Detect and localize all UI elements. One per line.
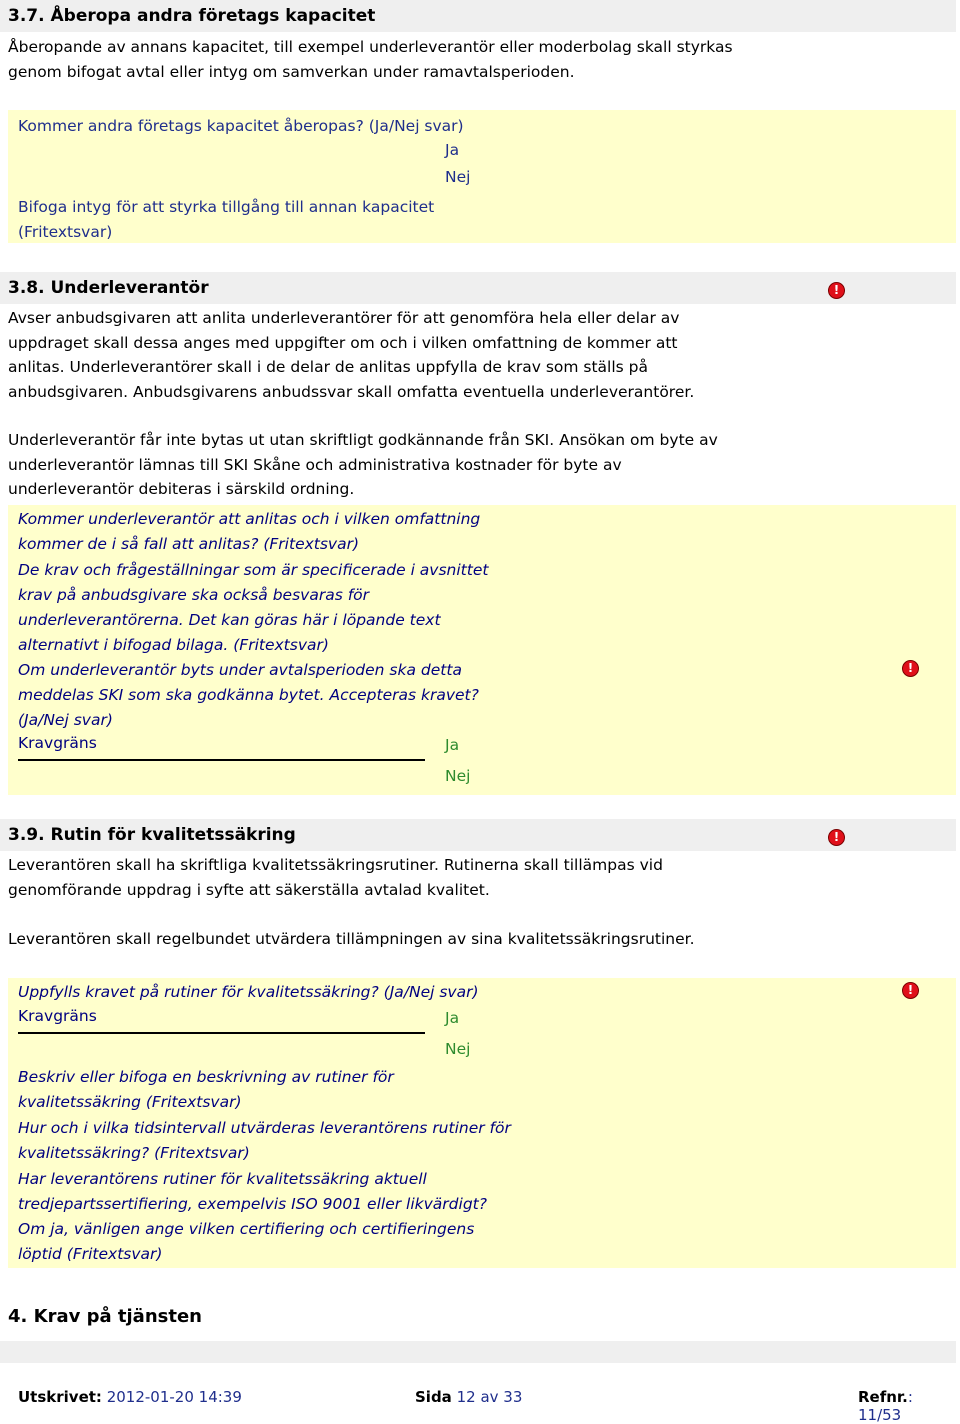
footer-page-label: Sida xyxy=(415,1388,452,1406)
text-line: Avser anbudsgivaren att anlita underleverantörer för att genomföra hela eller delar av xyxy=(8,309,680,327)
section-3-7-intro xyxy=(8,35,908,84)
footer-ref-value: : 11/53 xyxy=(858,1388,913,1424)
kravgrans-underline xyxy=(18,1032,425,1034)
question-capacity: Kommer andra företags kapacitet åberopas? (Ja/Nej svar) xyxy=(18,117,464,135)
text-line: uppdraget skall dessa anges med uppgifter om och i vilken omfattning de kommer att xyxy=(8,333,678,352)
footer-page-value: 12 av 33 xyxy=(456,1388,523,1406)
question-certification xyxy=(18,1167,487,1267)
intro-line: genom bifogat avtal eller intyg om samverkan under ramavtalsperioden. xyxy=(8,62,575,81)
question-evaluation-interval xyxy=(18,1116,511,1166)
question-subcontractor-requirements xyxy=(18,558,488,658)
question-line: kvalitetssäkring (Fritextsvar) xyxy=(18,1093,242,1111)
question-line: (Fritextsvar) xyxy=(18,223,113,241)
question-line: kvalitetssäkring? (Fritextsvar) xyxy=(18,1144,250,1162)
question-line: underleverantörerna. Det kan göras här i löpande text xyxy=(18,611,441,629)
option-no[interactable]: Nej xyxy=(445,767,471,785)
text-line: genomförande uppdrag i syfte att säkerställa avtalad kvalitet. xyxy=(8,880,490,899)
question-line: tredjepartssertifiering, exempelvis ISO 9001 eller likvärdigt? xyxy=(18,1195,487,1213)
question-describe-routines xyxy=(18,1065,394,1115)
question-line: De krav och frågeställningar som är specificerade i avsnittet xyxy=(18,561,489,579)
question-subcontractor-extent xyxy=(18,507,480,557)
question-line: krav på anbudsgivare ska också besvaras för xyxy=(18,586,370,604)
question-line: Om underleverantör byts under avtalsperioden ska detta xyxy=(18,661,462,679)
footer-printed-value: 2012-01-20 14:39 xyxy=(106,1388,242,1406)
question-quality-routines: Uppfylls kravet på rutiner för kvalitetssäkring? (Ja/Nej svar) xyxy=(18,983,479,1001)
question-line: Har leverantörens rutiner för kvalitetssäkring aktuell xyxy=(18,1170,427,1188)
section-4-bar xyxy=(0,1341,956,1363)
kravgrans-label: Kravgräns xyxy=(18,1007,97,1025)
answer-box-3-9 xyxy=(8,978,956,1268)
section-4-heading: 4. Krav på tjänsten xyxy=(8,1306,202,1327)
option-yes[interactable]: Ja xyxy=(445,141,460,159)
kravgrans-label: Kravgräns xyxy=(18,734,97,752)
text-line: underleverantör debiteras i särskild ordning. xyxy=(8,480,355,498)
option-no[interactable]: Nej xyxy=(445,1040,471,1058)
warning-icon: ! xyxy=(828,282,845,299)
text-line: Leverantören skall ha skriftliga kvalitetssäkringsrutiner. Rutinerna skall tillämpas vid xyxy=(8,856,663,874)
question-line: Om ja, vänligen ange vilken certifiering och certifieringens xyxy=(18,1220,475,1238)
question-line: alternativt i bifogad bilaga. (Fritextsvar) xyxy=(18,636,329,654)
question-line: kommer de i så fall att anlitas? (Fritextsvar) xyxy=(18,535,360,553)
warning-icon: ! xyxy=(828,829,845,846)
section-3-8-paragraph-2 xyxy=(8,428,908,502)
section-heading: 3.9. Rutin för kvalitetssäkring xyxy=(8,825,296,845)
option-yes[interactable]: Ja xyxy=(445,1009,460,1027)
answer-box-3-7 xyxy=(8,110,956,243)
question-line: Bifoga intyg för att styrka tillgång till annan kapacitet xyxy=(18,198,435,216)
intro-line: Åberopande av annans kapacitet, till exempel underleverantör eller moderbolag skall styrkas xyxy=(8,38,733,56)
footer-printed-label: Utskrivet: xyxy=(18,1388,102,1406)
section-3-8-header xyxy=(0,272,956,304)
text-line: Underleverantör får inte bytas ut utan skriftligt godkännande från SKI. Ansökan om byte av xyxy=(8,431,718,449)
option-no[interactable]: Nej xyxy=(445,168,471,186)
question-line: Hur och i vilka tidsintervall utvärderas leverantörens rutiner för xyxy=(18,1119,511,1137)
footer-printed xyxy=(18,1388,242,1406)
option-yes[interactable]: Ja xyxy=(445,736,460,754)
text-line: underleverantör lämnas till SKI Skåne och administrativa kostnader för byte av xyxy=(8,455,622,474)
question-line: meddelas SKI som ska godkänna bytet. Accepteras kravet? xyxy=(18,686,479,704)
section-heading: 3.8. Underleverantör xyxy=(8,278,209,298)
question-attach-certificate xyxy=(18,195,434,245)
footer-ref-label: Refnr. xyxy=(858,1388,908,1406)
kravgrans-underline xyxy=(18,759,425,761)
question-line: löptid (Fritextsvar) xyxy=(18,1245,163,1263)
section-3-9-header xyxy=(0,819,956,851)
question-line: (Ja/Nej svar) xyxy=(18,711,113,729)
text-line: anlitas. Underleverantörer skall i de delar de anlitas uppfylla de krav som ställs på xyxy=(8,358,649,376)
answer-box-3-8 xyxy=(8,505,956,795)
section-3-9-paragraph-2: Leverantören skall regelbundet utvärdera tillämpningen av sina kvalitetssäkringsrutiner. xyxy=(8,930,695,948)
question-line: Beskriv eller bifoga en beskrivning av rutiner för xyxy=(18,1068,394,1086)
question-line: Kommer underleverantör att anlitas och i vilken omfattning xyxy=(18,510,481,528)
text-line: anbudsgivaren. Anbudsgivarens anbudssvar skall omfatta eventuella underleverantörer. xyxy=(8,382,695,401)
section-3-9-paragraph-1 xyxy=(8,853,908,902)
section-3-7-header xyxy=(0,0,956,32)
question-subcontractor-change xyxy=(18,658,479,733)
footer-page xyxy=(415,1388,522,1406)
section-heading: 3.7. Åberopa andra företags kapacitet xyxy=(8,6,376,26)
warning-icon: ! xyxy=(902,660,919,677)
footer-ref xyxy=(858,1388,960,1424)
section-3-8-paragraph-1 xyxy=(8,306,908,404)
warning-icon: ! xyxy=(902,982,919,999)
